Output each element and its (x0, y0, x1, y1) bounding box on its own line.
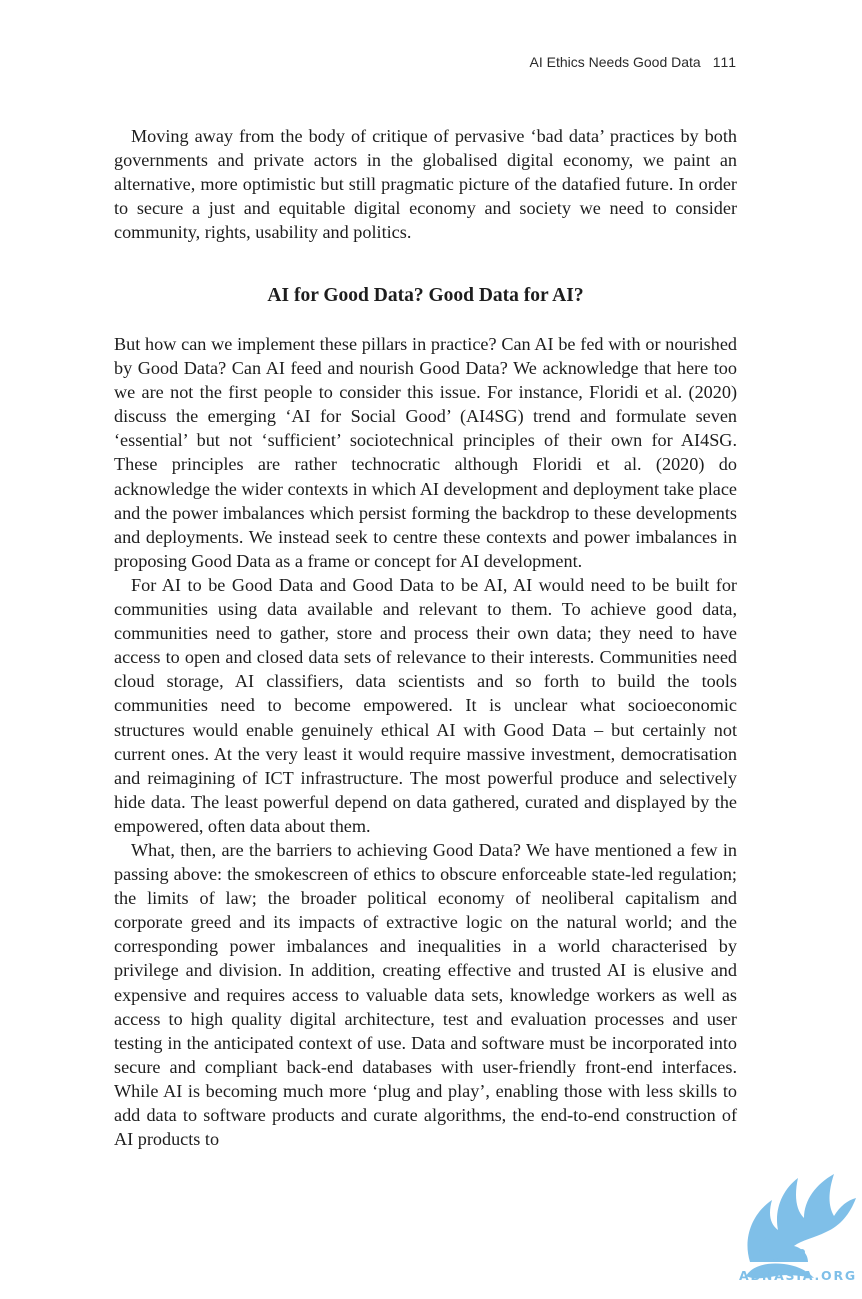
watermark-text: ABNASIA.ORG (739, 1268, 857, 1283)
section-heading: AI for Good Data? Good Data for AI? (267, 285, 584, 306)
page-number: 111 (712, 54, 737, 70)
intro-block (114, 124, 737, 244)
intro-paragraph: Moving away from the body of critique of pervasive ‘bad data’ practices by both governments and private actors in the globalised digital economy, we paint an alternative, more optimistic but still pragmatic picture of the datafied future. In order to secure a just and equitable digital economy and society we need to consider community, rights, usability and politics. (114, 126, 737, 243)
section-body (114, 332, 737, 1151)
running-title: AI Ethics Needs Good Data (529, 54, 701, 70)
running-header (530, 54, 737, 70)
body-paragraph: For AI to be Good Data and Good Data to be AI, AI would need to be built for communities using data available and relevant to them. To achieve good data, communities need to gather, store and process their own data; they need to have access to open and closed data sets of relevance to their interests. Communities need cloud storage, AI classifiers, data scientists and so forth to build the tools communities need to become empowered. It is unclear what socioeconomic structures would enable genuinely ethical AI with Good Data – but certainly not current ones. At the very least it would require massive investment, democratisation and reimagining of ICT infrastructure. The most powerful produce and selectively hide data. The least powerful depend on data gathered, curated and displayed by the empowered, often data about them. (114, 574, 737, 836)
body-paragraph: But how can we implement these pillars in practice? Can AI be fed with or nourished by Good Data? Can AI feed and nourish Good Data? We acknowledge that here too we are not the first people to consider this issue. For instance, Floridi et al. (2020) discuss the emerging ‘AI for Social Good’ (AI4SG) trend and formulate seven ‘essential’ but not ‘sufficient’ sociotechnical principles of their own for AI4SG. These principles are rather technocratic although Floridi et al. (2020) do acknowledge the wider contexts in which AI development and deployment take place and the power imbalances which persist forming the backdrop to these developments and deployments. We instead seek to centre these contexts and power imbalances in proposing Good Data as a frame or concept for AI development. (114, 334, 737, 571)
body-paragraph: What, then, are the barriers to achieving Good Data? We have mentioned a few in passing above: the smokescreen of ethics to obscure enforceable state-led regulation; the limits of law; the broader political economy of neoliberal capitalism and corporate greed and its impacts of extractive logic on the natural world; and the corresponding power imbalances and inequalities in a world characterised by privilege and division. In addition, creating effective and trusted AI is elusive and expensive and requires access to valuable data sets, knowledge workers as well as access to high quality digital architecture, test and evaluation processes and user testing in the anticipated context of use. Data and software must be incorporated into secure and compliant back-end databases with user-friendly front-end interfaces. While AI is becoming much more ‘plug and play’, enabling those with less skills to add data to software products and curate algorithms, the end-to-end construction of AI products to (114, 839, 737, 1150)
